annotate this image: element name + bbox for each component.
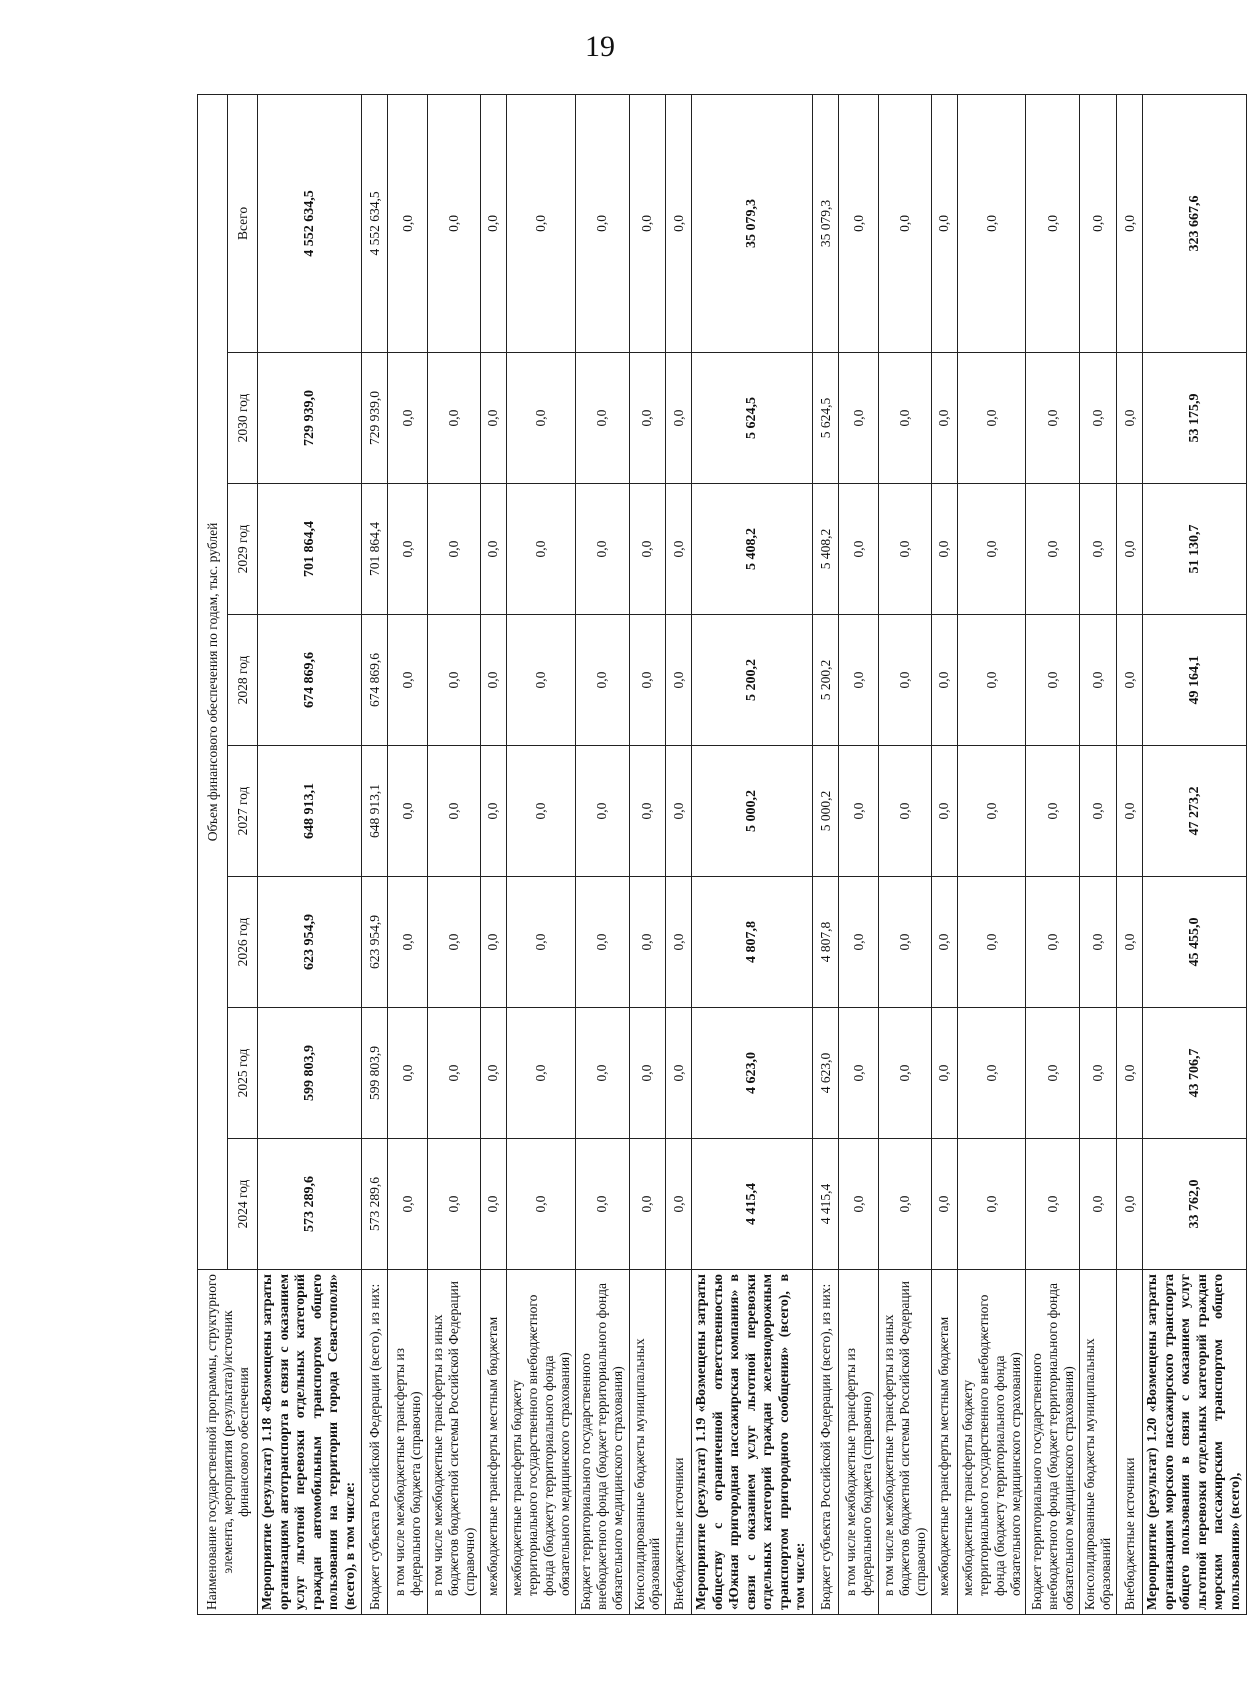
value-cell: 0,0 xyxy=(575,94,629,352)
value-cell: 4 807,8 xyxy=(692,877,813,1008)
value-cell: 0,0 xyxy=(629,1139,666,1270)
row-label: межбюджетные трансферты местным бюджетам xyxy=(480,1270,506,1615)
value-cell: 0,0 xyxy=(575,615,629,746)
value-cell: 0,0 xyxy=(1026,746,1080,877)
value-cell: 45 455,0 xyxy=(1143,877,1247,1008)
value-cell: 0,0 xyxy=(1026,1008,1080,1139)
value-cell: 51 130,7 xyxy=(1143,484,1247,615)
year-header: 2029 год xyxy=(228,484,258,615)
year-header: 2030 год xyxy=(228,353,258,484)
table-row xyxy=(506,94,575,1614)
row-label: Бюджет субъекта Российской Федерации (всего), из них: xyxy=(362,1270,388,1615)
value-cell: 0,0 xyxy=(879,615,932,746)
value-cell: 4 415,4 xyxy=(813,1139,839,1270)
row-label: Внебюджетные источники xyxy=(1117,1270,1143,1615)
value-cell: 0,0 xyxy=(1117,484,1143,615)
value-cell: 0,0 xyxy=(388,1139,428,1270)
value-cell: 0,0 xyxy=(666,484,692,615)
value-cell: 0,0 xyxy=(879,484,932,615)
row-label: Консолидированные бюджеты муниципальных образований xyxy=(1080,1270,1117,1615)
financing-table xyxy=(197,94,1247,1615)
value-cell: 0,0 xyxy=(575,1139,629,1270)
value-cell: 0,0 xyxy=(480,353,506,484)
table-row xyxy=(629,94,666,1614)
value-cell: 0,0 xyxy=(1080,615,1117,746)
value-cell: 4 807,8 xyxy=(813,877,839,1008)
value-cell: 0,0 xyxy=(629,94,666,352)
value-cell: 5 408,2 xyxy=(692,484,813,615)
value-cell: 0,0 xyxy=(388,353,428,484)
value-cell: 0,0 xyxy=(1026,94,1080,352)
table-row xyxy=(692,94,813,1614)
value-cell: 0,0 xyxy=(666,1139,692,1270)
row-label: Бюджет территориального государственного внебюджетного фонда (бюджет территориального фонда обязательного медицинского страхования) xyxy=(1026,1270,1080,1615)
value-cell: 0,0 xyxy=(1026,1139,1080,1270)
value-cell: 53 175,9 xyxy=(1143,353,1247,484)
value-cell: 0,0 xyxy=(428,1139,481,1270)
value-cell: 0,0 xyxy=(839,746,879,877)
value-cell: 0,0 xyxy=(879,94,932,352)
value-cell: 0,0 xyxy=(575,353,629,484)
value-cell: 0,0 xyxy=(480,1008,506,1139)
value-cell: 0,0 xyxy=(388,94,428,352)
value-cell: 0,0 xyxy=(480,94,506,352)
value-cell: 0,0 xyxy=(957,877,1026,1008)
row-label: в том числе межбюджетные трансферты из федерального бюджета (справочно) xyxy=(839,1270,879,1615)
value-cell: 0,0 xyxy=(480,746,506,877)
rotated-table-container xyxy=(197,95,1243,1615)
value-cell: 0,0 xyxy=(506,877,575,1008)
value-cell: 0,0 xyxy=(388,484,428,615)
value-cell: 0,0 xyxy=(1117,615,1143,746)
value-cell: 0,0 xyxy=(629,484,666,615)
value-cell: 674 869,6 xyxy=(362,615,388,746)
value-cell: 0,0 xyxy=(931,1139,957,1270)
value-cell: 729 939,0 xyxy=(362,353,388,484)
table-body xyxy=(258,94,1247,1614)
value-cell: 0,0 xyxy=(629,615,666,746)
value-cell: 0,0 xyxy=(428,1008,481,1139)
year-header: 2024 год xyxy=(228,1139,258,1270)
value-cell: 0,0 xyxy=(480,877,506,1008)
value-cell: 4 552 634,5 xyxy=(362,94,388,352)
value-cell: 0,0 xyxy=(666,877,692,1008)
value-cell: 0,0 xyxy=(666,615,692,746)
value-cell: 674 869,6 xyxy=(258,615,362,746)
value-cell: 0,0 xyxy=(428,877,481,1008)
value-cell: 0,0 xyxy=(1026,353,1080,484)
value-cell: 0,0 xyxy=(931,484,957,615)
year-header: 2028 год xyxy=(228,615,258,746)
value-cell: 0,0 xyxy=(957,1008,1026,1139)
value-cell: 0,0 xyxy=(575,484,629,615)
value-cell: 0,0 xyxy=(1117,746,1143,877)
value-cell: 648 913,1 xyxy=(362,746,388,877)
value-cell: 599 803,9 xyxy=(258,1008,362,1139)
value-cell: 623 954,9 xyxy=(362,877,388,1008)
row-label: Мероприятие (результат) 1.19 «Возмещены затраты обществу с ограниченной ответственностью «Южная пригородная пассажирская компания» в связи с оказанием услуг льготной перевозки отдельных категорий граждан железнодорожным транспортом пригородного сообщения» (всего), в том числе: xyxy=(692,1270,813,1615)
value-cell: 0,0 xyxy=(575,746,629,877)
value-cell: 701 864,4 xyxy=(258,484,362,615)
value-cell: 0,0 xyxy=(666,353,692,484)
value-cell: 5 200,2 xyxy=(692,615,813,746)
value-cell: 0,0 xyxy=(1080,484,1117,615)
value-cell: 4 552 634,5 xyxy=(258,94,362,352)
row-label: Бюджет территориального государственного внебюджетного фонда (бюджет территориального фонда обязательного медицинского страхования) xyxy=(575,1270,629,1615)
value-cell: 0,0 xyxy=(839,484,879,615)
value-cell: 0,0 xyxy=(575,1008,629,1139)
value-cell: 0,0 xyxy=(428,353,481,484)
value-cell: 0,0 xyxy=(931,877,957,1008)
value-cell: 0,0 xyxy=(839,1139,879,1270)
value-cell: 0,0 xyxy=(428,615,481,746)
row-label: межбюджетные трансферты бюджету территориального государственного внебюджетного фонда (бюджету территориального фонда обязательного медицинского страхования) xyxy=(957,1270,1026,1615)
value-cell: 0,0 xyxy=(506,94,575,352)
table-row xyxy=(1080,94,1117,1614)
value-cell: 4 623,0 xyxy=(813,1008,839,1139)
value-cell: 5 624,5 xyxy=(692,353,813,484)
value-cell: 0,0 xyxy=(879,877,932,1008)
table-row xyxy=(362,94,388,1614)
value-cell: 0,0 xyxy=(839,94,879,352)
row-label: межбюджетные трансферты бюджету территориального государственного внебюджетного фонда (бюджету территориального фонда обязательного медицинского страхования) xyxy=(506,1270,575,1615)
value-cell: 4 415,4 xyxy=(692,1139,813,1270)
table-row xyxy=(879,94,932,1614)
value-cell: 0,0 xyxy=(1080,94,1117,352)
value-cell: 0,0 xyxy=(506,746,575,877)
value-cell: 0,0 xyxy=(1080,746,1117,877)
table-row xyxy=(931,94,957,1614)
value-cell: 599 803,9 xyxy=(362,1008,388,1139)
year-header: 2026 год xyxy=(228,877,258,1008)
row-label: в том числе межбюджетные трансферты из иных бюджетов бюджетной системы Российской Федерации (справочно) xyxy=(428,1270,481,1615)
value-cell: 0,0 xyxy=(957,94,1026,352)
value-cell: 648 913,1 xyxy=(258,746,362,877)
value-cell: 0,0 xyxy=(388,615,428,746)
value-cell: 0,0 xyxy=(506,1008,575,1139)
value-cell: 0,0 xyxy=(879,746,932,877)
page-number: 19 xyxy=(585,30,615,63)
value-cell: 0,0 xyxy=(957,615,1026,746)
value-cell: 0,0 xyxy=(957,1139,1026,1270)
value-cell: 0,0 xyxy=(839,615,879,746)
value-cell: 0,0 xyxy=(1026,615,1080,746)
value-cell: 0,0 xyxy=(879,1139,932,1270)
table-row xyxy=(428,94,481,1614)
row-label: в том числе межбюджетные трансферты из федерального бюджета (справочно) xyxy=(388,1270,428,1615)
row-label: Мероприятие (результат) 1.18 «Возмещены затраты организациям автотранспорта в связи с оказанием услуг льготной перевозки отдельных категорий граждан автомобильным транспортом общего пользования на территории города Севастополя» (всего), в том числе: xyxy=(258,1270,362,1615)
value-cell: 0,0 xyxy=(388,746,428,877)
value-cell: 4 623,0 xyxy=(692,1008,813,1139)
year-header: Всего xyxy=(228,94,258,352)
value-cell: 47 273,2 xyxy=(1143,746,1247,877)
row-label: Бюджет субъекта Российской Федерации (всего), из них: xyxy=(813,1270,839,1615)
value-cell: 701 864,4 xyxy=(362,484,388,615)
row-label: Внебюджетные источники xyxy=(666,1270,692,1615)
value-cell: 0,0 xyxy=(839,353,879,484)
value-cell: 5 000,2 xyxy=(813,746,839,877)
value-cell: 0,0 xyxy=(931,615,957,746)
value-cell: 0,0 xyxy=(931,353,957,484)
value-cell: 0,0 xyxy=(629,877,666,1008)
value-cell: 573 289,6 xyxy=(362,1139,388,1270)
value-cell: 0,0 xyxy=(506,484,575,615)
value-cell: 0,0 xyxy=(957,746,1026,877)
value-cell: 5 624,5 xyxy=(813,353,839,484)
value-cell: 43 706,7 xyxy=(1143,1008,1247,1139)
value-cell: 0,0 xyxy=(629,353,666,484)
row-label: межбюджетные трансферты местным бюджетам xyxy=(931,1270,957,1615)
value-cell: 0,0 xyxy=(1117,877,1143,1008)
value-cell: 623 954,9 xyxy=(258,877,362,1008)
table-row xyxy=(258,94,362,1614)
value-cell: 0,0 xyxy=(388,1008,428,1139)
value-cell: 0,0 xyxy=(1117,94,1143,352)
value-cell: 35 079,3 xyxy=(813,94,839,352)
value-cell: 0,0 xyxy=(575,877,629,1008)
table-row xyxy=(813,94,839,1614)
value-cell: 5 200,2 xyxy=(813,615,839,746)
value-cell: 0,0 xyxy=(931,94,957,352)
value-cell: 0,0 xyxy=(506,353,575,484)
value-cell: 0,0 xyxy=(1117,1008,1143,1139)
row-label: в том числе межбюджетные трансферты из иных бюджетов бюджетной системы Российской Федерации (справочно) xyxy=(879,1270,932,1615)
table-row xyxy=(1117,94,1143,1614)
value-cell: 0,0 xyxy=(957,353,1026,484)
value-cell: 0,0 xyxy=(1080,353,1117,484)
table-row xyxy=(1026,94,1080,1614)
value-cell: 0,0 xyxy=(839,877,879,1008)
value-cell: 0,0 xyxy=(388,877,428,1008)
value-cell: 0,0 xyxy=(1080,1008,1117,1139)
value-cell: 0,0 xyxy=(1080,877,1117,1008)
value-cell: 323 667,6 xyxy=(1143,94,1247,352)
value-cell: 0,0 xyxy=(480,1139,506,1270)
value-cell: 0,0 xyxy=(506,615,575,746)
value-cell: 0,0 xyxy=(629,746,666,877)
value-cell: 0,0 xyxy=(931,1008,957,1139)
value-cell: 0,0 xyxy=(879,353,932,484)
value-cell: 5 000,2 xyxy=(692,746,813,877)
value-cell: 0,0 xyxy=(666,94,692,352)
value-cell: 0,0 xyxy=(480,484,506,615)
volume-header: Объем финансового обеспечения по годам, тыс. рублей xyxy=(198,94,228,1269)
value-cell: 0,0 xyxy=(1026,484,1080,615)
table-row xyxy=(575,94,629,1614)
value-cell: 0,0 xyxy=(666,1008,692,1139)
value-cell: 0,0 xyxy=(428,746,481,877)
value-cell: 0,0 xyxy=(428,484,481,615)
value-cell: 5 408,2 xyxy=(813,484,839,615)
table-row xyxy=(480,94,506,1614)
value-cell: 0,0 xyxy=(1117,353,1143,484)
value-cell: 0,0 xyxy=(879,1008,932,1139)
year-header: 2027 год xyxy=(228,746,258,877)
value-cell: 0,0 xyxy=(957,484,1026,615)
value-cell: 0,0 xyxy=(629,1008,666,1139)
year-header: 2025 год xyxy=(228,1008,258,1139)
table-row xyxy=(957,94,1026,1614)
table-row xyxy=(839,94,879,1614)
value-cell: 573 289,6 xyxy=(258,1139,362,1270)
table-row xyxy=(388,94,428,1614)
value-cell: 729 939,0 xyxy=(258,353,362,484)
row-label: Консолидированные бюджеты муниципальных образований xyxy=(629,1270,666,1615)
value-cell: 0,0 xyxy=(1117,1139,1143,1270)
table-row xyxy=(1143,94,1247,1614)
value-cell: 35 079,3 xyxy=(692,94,813,352)
value-cell: 0,0 xyxy=(1080,1139,1117,1270)
row-label: Мероприятие (результат) 1.20 «Возмещены затраты организациям морского пассажирского транспорта общего пользования в связи с оказанием услуг льготной перевозки отдельных категорий граждан морским пассажирским транспортом общего пользования» (всего), xyxy=(1143,1270,1247,1615)
table-row xyxy=(666,94,692,1614)
value-cell: 33 762,0 xyxy=(1143,1139,1247,1270)
name-column-header: Наименование государственной программы, структурного элемента, мероприятия (результата)/источник финансового обеспечения xyxy=(198,1270,258,1615)
value-cell: 0,0 xyxy=(506,1139,575,1270)
value-cell: 0,0 xyxy=(666,746,692,877)
value-cell: 0,0 xyxy=(839,1008,879,1139)
value-cell: 0,0 xyxy=(931,746,957,877)
value-cell: 0,0 xyxy=(428,94,481,352)
value-cell: 0,0 xyxy=(480,615,506,746)
value-cell: 49 164,1 xyxy=(1143,615,1247,746)
value-cell: 0,0 xyxy=(1026,877,1080,1008)
